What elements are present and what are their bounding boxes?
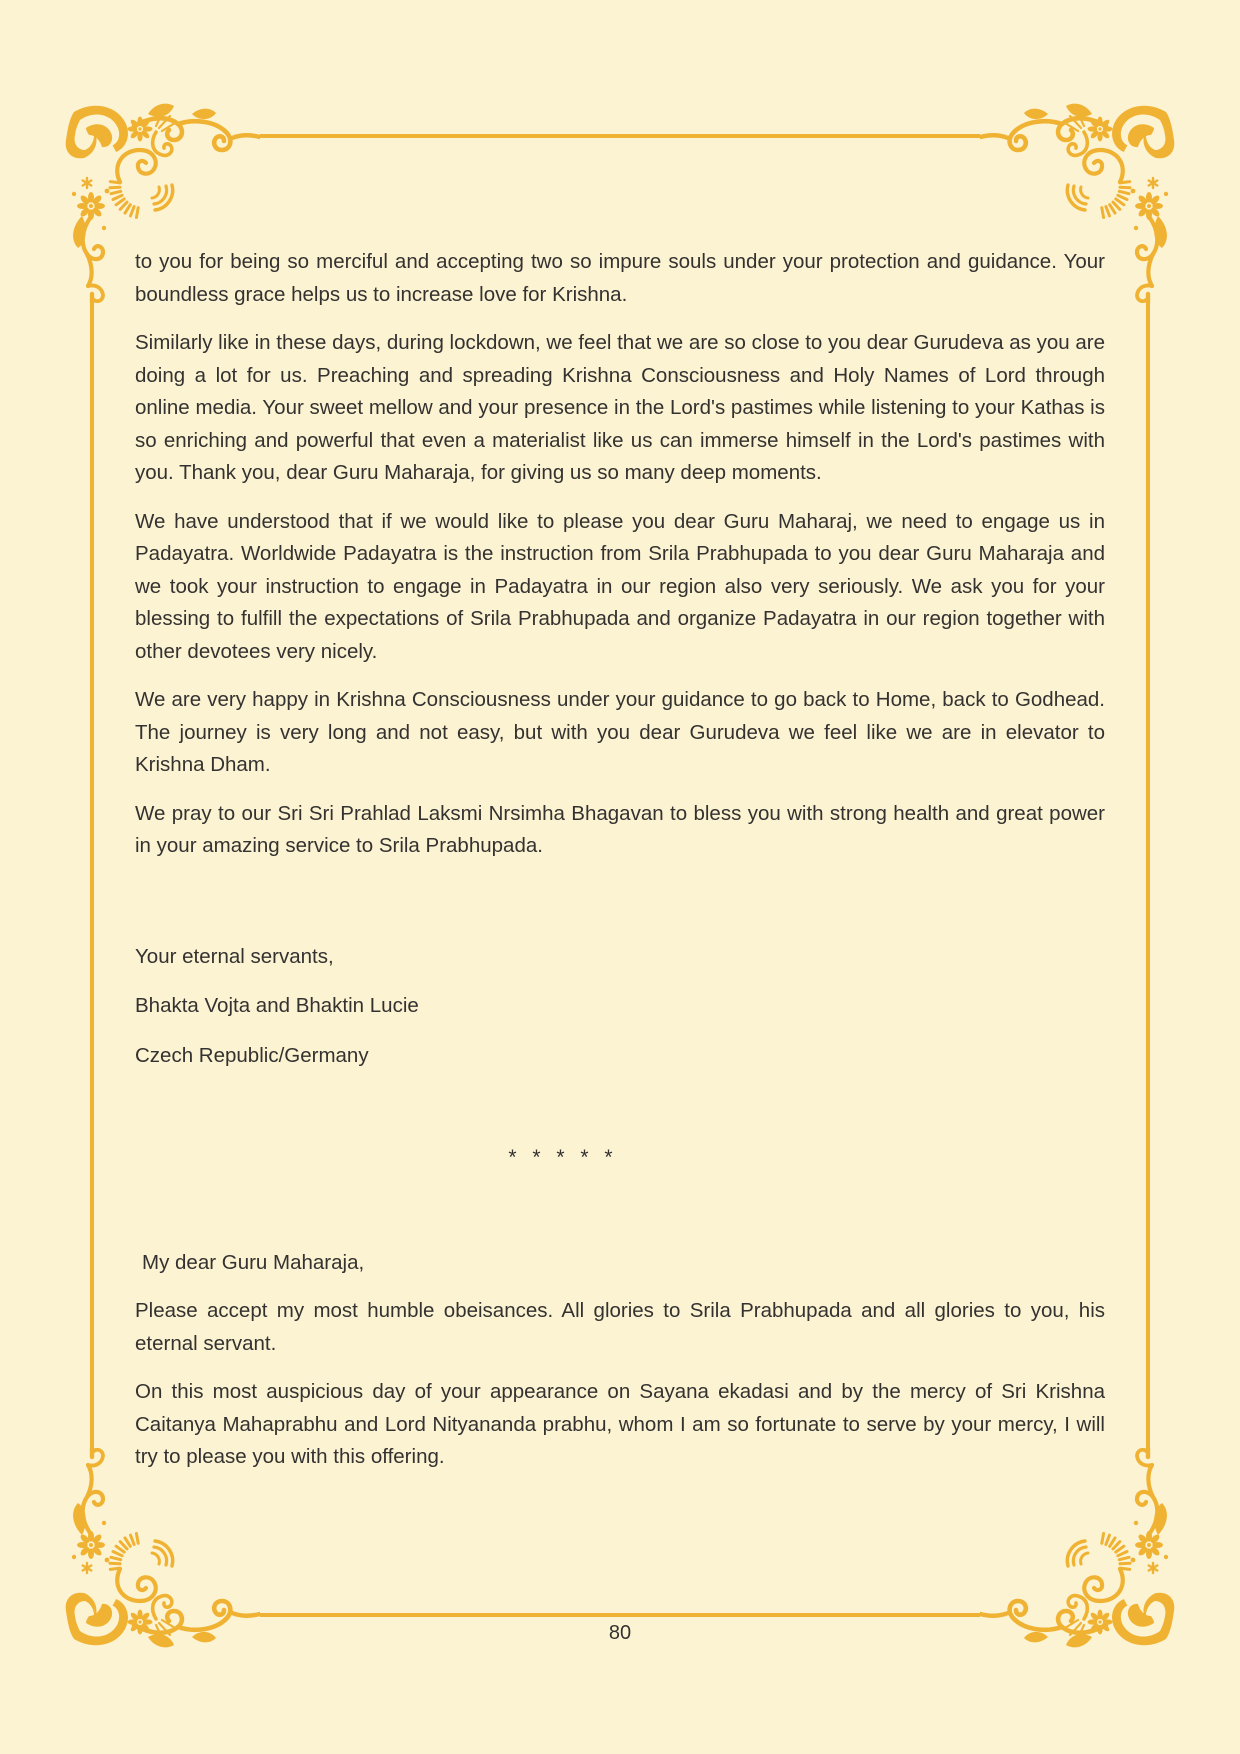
paragraph: We are very happy in Krishna Consciousness under your guidance to go back to Home, back to Godhead. The journey is very long and not easy, but with you dear Gurudeva we feel like we are in elevator to Krishna Dham. (135, 688, 1105, 776)
border-line-right (1146, 301, 1150, 1450)
paragraph: On this most auspicious day of your appearance on Sayana ekadasi and by the mercy of Sri Krishna Caitanya Mahaprabhu and Lord Nityananda prabhu, whom I am so fortunate to serve by your mercy, I will try to please you with this offering. (135, 1380, 1105, 1468)
paragraph: Please accept my most humble obeisances. All glories to Srila Prabhupada and all glories to you, his eternal servant. (135, 1299, 1105, 1355)
salutation: My dear Guru Maharaja, (142, 1250, 365, 1274)
border-line-bottom (260, 1613, 980, 1617)
signature-block (135, 941, 1105, 1073)
border-line-top (260, 134, 980, 138)
signatories: Bhakta Vojta and Bhaktin Lucie (135, 994, 419, 1017)
page-number: 80 (608, 1622, 632, 1644)
border-line-left (90, 301, 94, 1450)
valediction: Your eternal servants, (135, 944, 334, 968)
paragraph: to you for being so merciful and accepting two so impure souls under your protection and guidance. Your boundless grace helps us to increase love for Krishna. (135, 250, 1105, 306)
letter-body (135, 246, 1105, 1490)
paragraph: We have understood that if we would like to please you dear Guru Maharaj, we need to engage us in Padayatra. Worldwide Padayatra is the instruction from Srila Prabhupada to you dear Guru Maharaja and we took your instruction to engage in Padayatra in our region also very seriously. We ask you for your blessing to fulfill the expectations of Srila Prabhupada and organize Padayatra in our region together with other devotees very nicely. (135, 509, 1105, 663)
paragraph: We pray to our Sri Sri Prahlad Laksmi Nrsimha Bhagavan to bless you with strong health and great power in your amazing service to Srila Prabhupada. (135, 801, 1105, 857)
signatory-location: Czech Republic/Germany (135, 1043, 369, 1067)
paragraph: Similarly like in these days, during lockdown, we feel that we are so close to you dear Gurudeva as you are doing a lot for us. Preaching and spreading Krishna Consciousness and Holy Names of Lord through online media. Your sweet mellow and your presence in the Lord's pastimes while listening to your Kathas is so enriching and powerful that even a materialist like us can immerse himself in the Lord's pastimes with you. Thank you, dear Guru Maharaja, for giving us so many deep moments. (135, 331, 1105, 484)
section-separator: * * * * * (508, 1146, 618, 1169)
